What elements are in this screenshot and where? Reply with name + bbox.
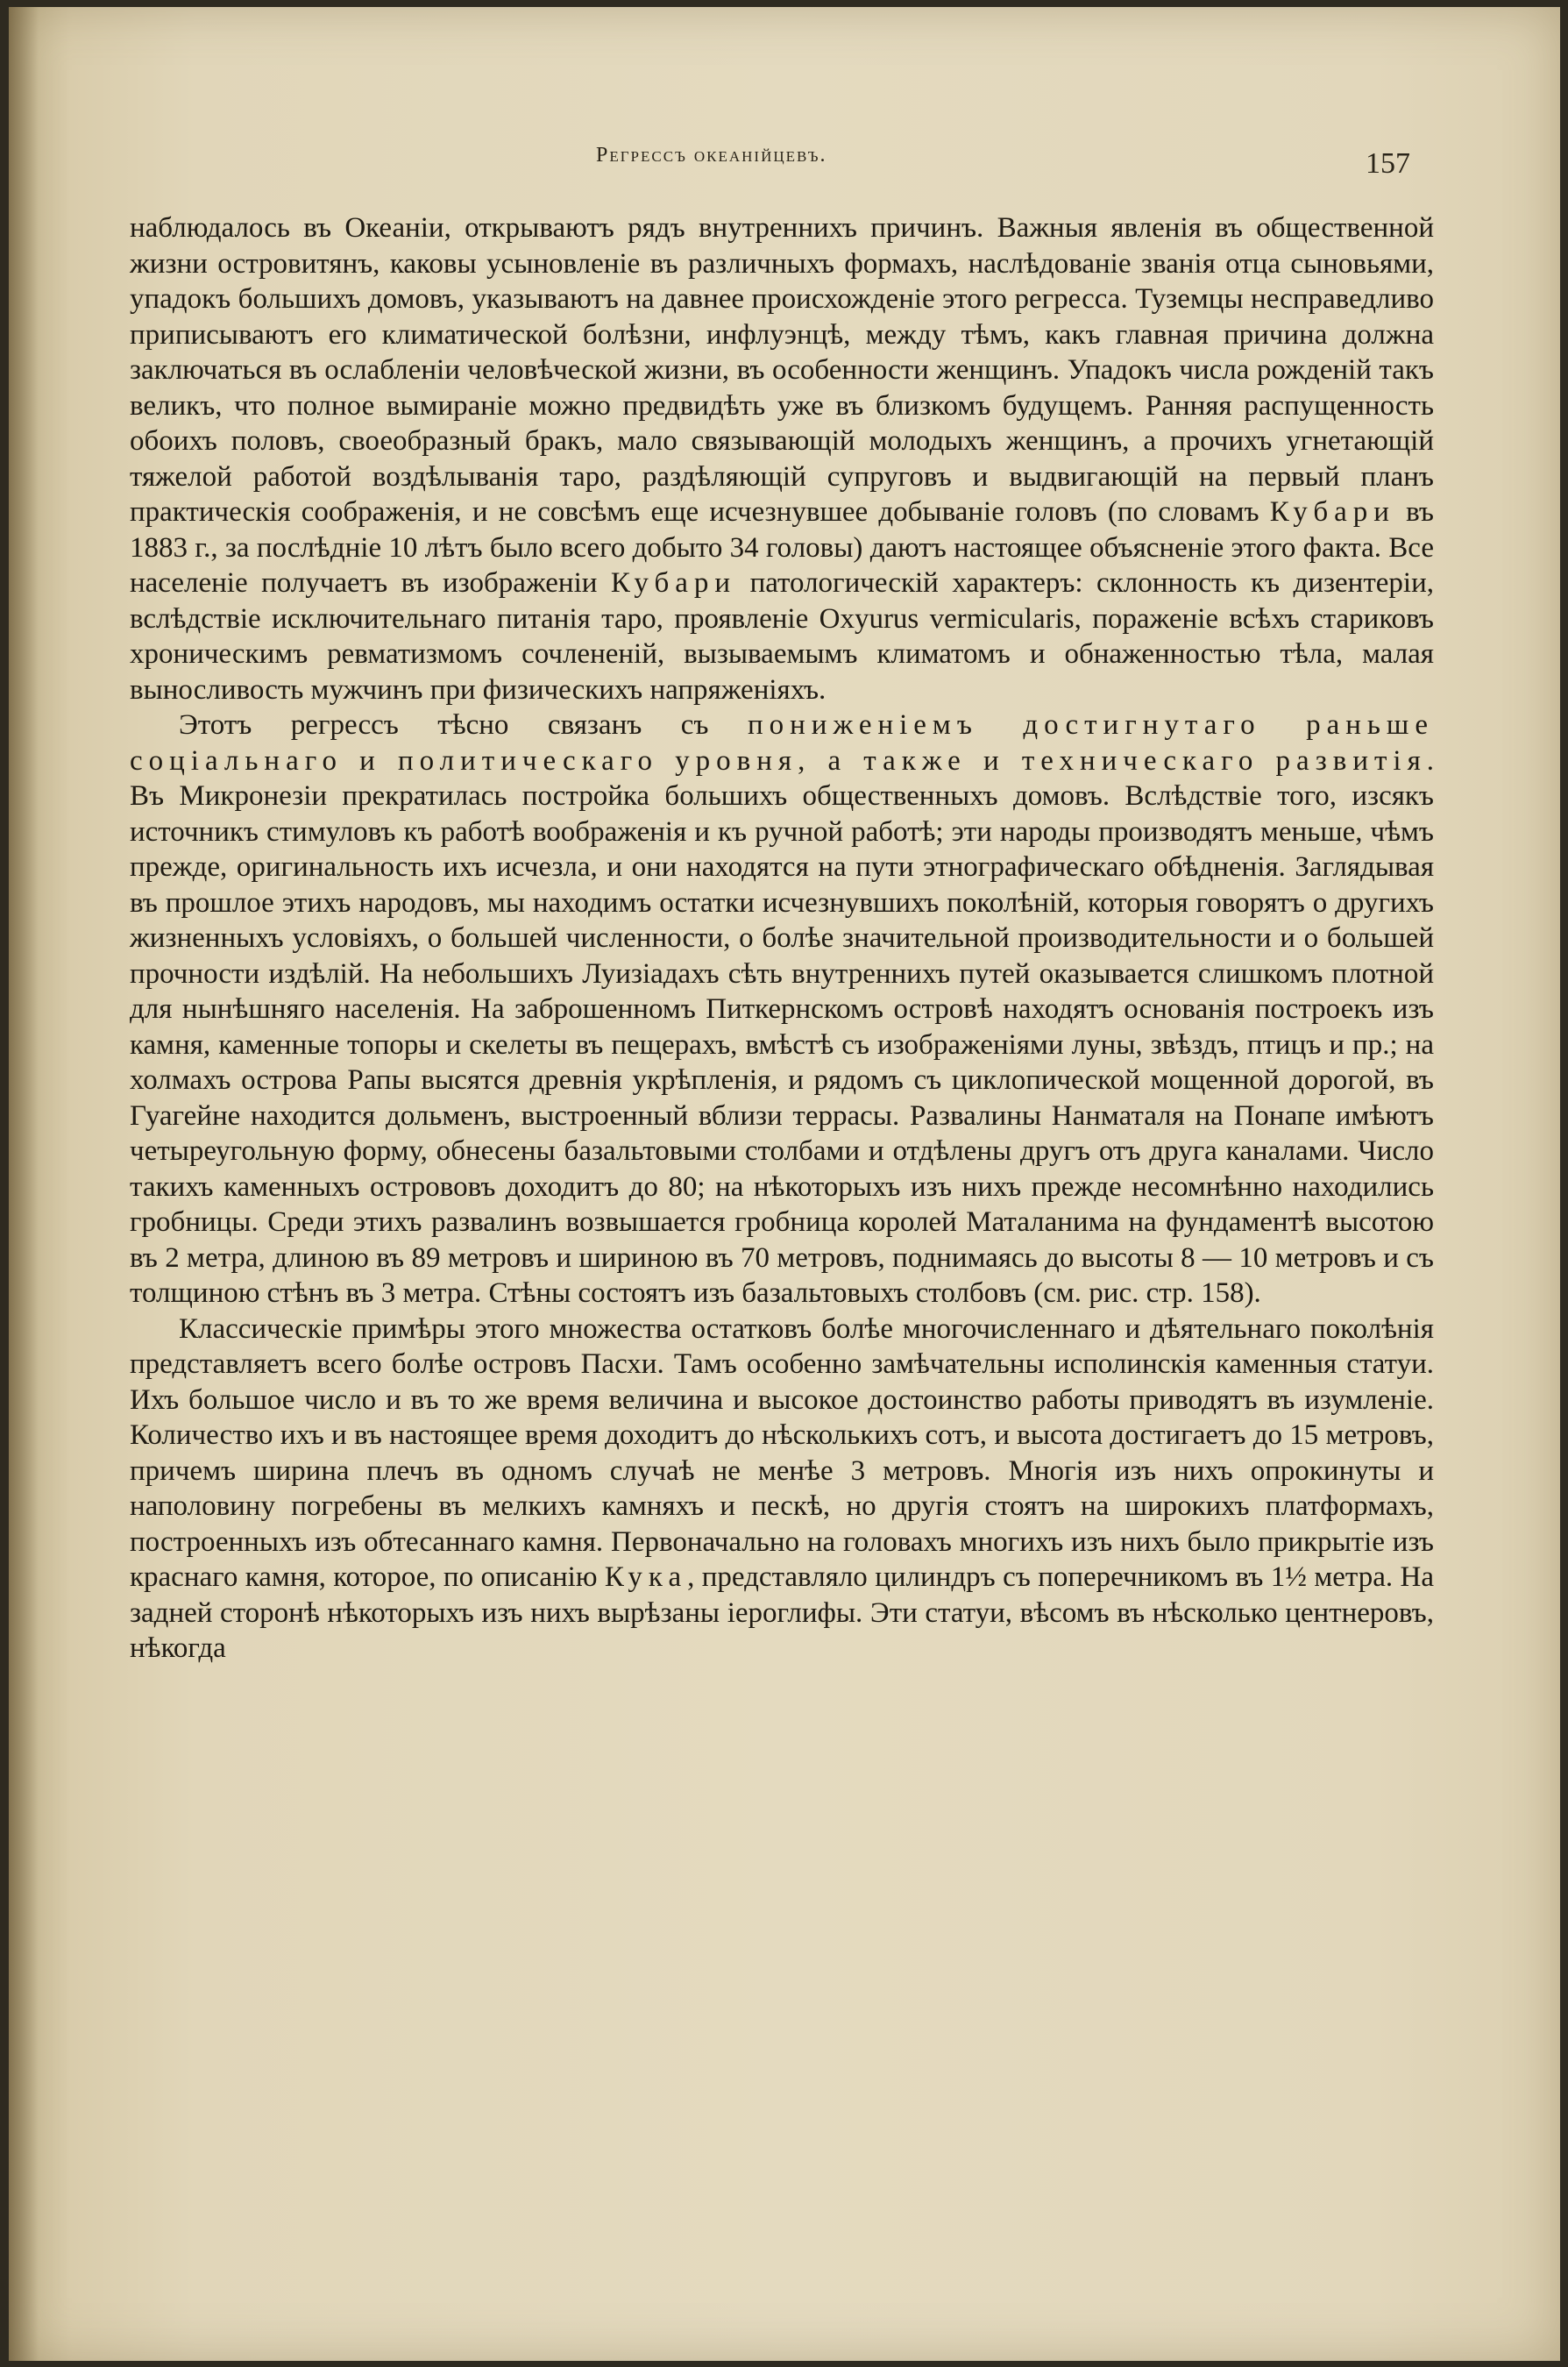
running-title: Регрессъ океанійцевъ.	[596, 144, 827, 167]
page-number: 157	[1366, 147, 1410, 180]
running-head	[9, 139, 1560, 180]
author-name-spaced: Кубари	[610, 567, 737, 599]
text-run: Этотъ регрессъ тѣсно связанъ съ	[179, 709, 748, 741]
text-run: въ 1883 г., за послѣдніе 10 лѣтъ было всего добыто 34 головы) даютъ настоящее объясненіе этого факта. Все населеніе получаетъ въ изображеніи	[130, 496, 1434, 599]
text-run: наблюдалось въ Океаніи, открываютъ рядъ внутреннихъ причинъ. Важныя явленія въ общественной жизни островитянъ, каковы усыновленіе въ различныхъ формахъ, наслѣдованіе званія отца сыновьями, упадокъ большихъ домовъ, указываютъ на давнее происхожденіе этого регресса. Туземцы несправедливо приписываютъ его климатической болѣзни, инфлуэнцѣ, между тѣмъ, какъ главная причина должна заключаться въ ослабленіи человѣческой жизни, въ особенности женщинъ. Упадокъ числа рожденій такъ великъ, что полное вымираніе можно предвидѣть уже въ близкомъ будущемъ. Ранняя распущенность обоихъ половъ, своеобразный бракъ, мало связывающій молодыхъ женщинъ, а прочихъ угнетающій тяжелой работой воздѣлыванія таро, раздѣляющій супруговъ и выдвигающій на первый планъ практическія соображенія, и не совсѣмъ еще исчезнувшее добываніе головъ (по словамъ	[130, 212, 1434, 528]
author-name-spaced: Кука	[604, 1561, 688, 1593]
paragraph-2	[130, 707, 1434, 1311]
text-run: патологическій характеръ: склонность къ дизентеріи, вслѣдствіе исключительнаго питанія таро, проявленіе Oxyurus vermicularis, пораженіе всѣхъ стариковъ хроническимъ ревматизмомъ сочлененій, вызываемымъ климатомъ и обнаженностью тѣла, малая выносливость мужчинъ при физическихъ напряженіяхъ.	[130, 567, 1434, 706]
emphasis-spaced: пониженіемъ достигнутаго раньше соціальнаго и политическаго уровня, а также и техническаго развитія	[130, 709, 1434, 777]
text-run: Классическіе примѣры этого множества остатковъ болѣе многочисленнаго и дѣятельнаго поколѣнія представляетъ всего болѣе островъ Пасхи. Тамъ особенно замѣчательны исполинскія каменныя статуи. Ихъ большое число и въ то же время величина и высокое достоинство работы приводятъ въ изумленіе. Количество ихъ и въ настоящее время доходитъ до нѣсколькихъ сотъ, и высота достигаетъ до 15 метровъ, причемъ ширина плечъ въ одномъ случаѣ не менѣе 3 метровъ. Многія изъ нихъ опрокинуты и наполовину погребены въ мелкихъ камняхъ и пескѣ, но другія стоятъ на широкихъ платформахъ, построенныхъ изъ обтесаннаго камня. Первоначально на головахъ многихъ изъ нихъ было прикрытіе изъ краснаго камня, которое, по описанію	[130, 1312, 1434, 1593]
paragraph-3	[130, 1311, 1434, 1667]
author-name-spaced: Кубари	[1269, 496, 1395, 528]
spine-shadow	[9, 7, 39, 2361]
book-page	[9, 7, 1560, 2361]
body-text	[130, 210, 1434, 1667]
text-run: . Въ Микронезіи прекратилась постройка большихъ общественныхъ домовъ. Вслѣдствіе того, изсякъ источникъ стимуловъ къ работѣ воображенія и къ ручной работѣ; эти народы производятъ меньше, чѣмъ прежде, оригинальность ихъ исчезла, и они находятся на пути этнографическаго обѣдненія. Заглядывая въ прошлое этихъ народовъ, мы находимъ остатки исчезнувшихъ поколѣній, которыя говорятъ о другихъ жизненныхъ условіяхъ, о большей численности, о болѣе значительной производительности и о большей прочности издѣлій. На небольшихъ Луизіадахъ сѣть внутреннихъ путей оказывается слишкомъ плотной для нынѣшняго населенія. На заброшенномъ Питкернскомъ островѣ находятъ основанія построекъ изъ камня, каменные топоры и скелеты въ пещерахъ, вмѣстѣ съ изображеніями луны, звѣздъ, птицъ и пр.; на холмахъ острова Рапы высятся древнія укрѣпленія, и рядомъ съ циклопической мощенной дорогой, въ Гуагейне находится дольменъ, выстроенный вблизи террасы. Развалины Нанматаля на Понапе имѣютъ четыреугольную форму, обнесены базальтовыми столбами и отдѣлены другъ отъ друга каналами. Число такихъ каменныхъ острововъ доходитъ до 80; на нѣкоторыхъ изъ нихъ прежде несомнѣнно находились гробницы. Среди этихъ развалинъ возвышается гробница королей Маталанима на фундаментѣ высотою въ 2 метра, длиною въ 89 метровъ и шириною въ 70 метровъ, поднимаясь до высоты 8 — 10 метровъ и съ толщиною стѣнъ въ 3 метра. Стѣны состоятъ изъ базальтовыхъ столбовъ (см. рис. стр. 158).	[130, 744, 1434, 1309]
paragraph-1	[130, 210, 1434, 707]
text-run: , представляло цилиндръ съ поперечникомъ въ 1½ метра. На задней сторонѣ нѣкоторыхъ изъ нихъ вырѣзаны іероглифы. Эти статуи, вѣсомъ въ нѣсколько центнеровъ, нѣкогда	[130, 1561, 1434, 1664]
